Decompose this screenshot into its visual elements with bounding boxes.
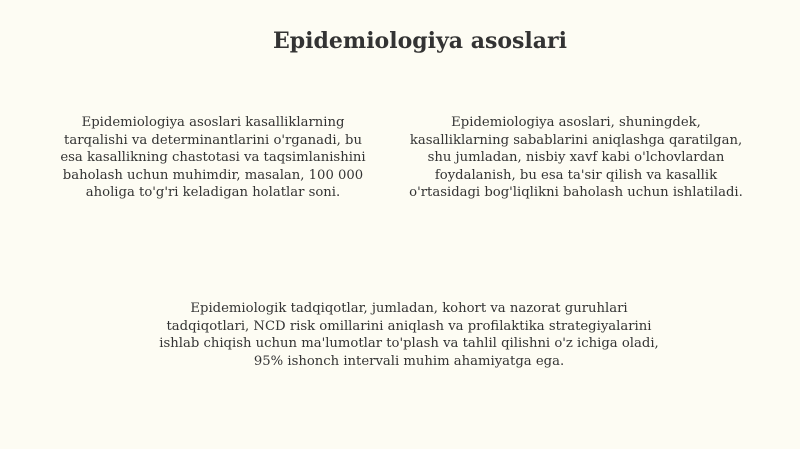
paragraph-left: Epidemiologiya asoslari kasalliklarning tarqalishi va determinantlarini o'rganadi, bu esa kasallikning chastotasi va taqsimlanishini baholash uchun muhimdir, masalan, 100 000 aholiga to'g'ri keladigan holatlar soni. [60,115,366,201]
paragraph-right: Epidemiologiya asoslari, shuningdek, kasalliklarning sabablarini aniqlashga qaratilgan, shu jumladan, nisbiy xavf kabi o'lchovlardan foydalanish, bu esa ta'sir qilish va kasallik o'rtasidagi bog'liqlikni baholash uchun ishlatiladi. [409,115,743,201]
slide-title: Epidemiologiya asoslari [273,28,567,54]
paragraph-bottom: Epidemiologik tadqiqotlar, jumladan, kohort va nazorat guruhlari tadqiqotlari, NCD risk omillarini aniqlash va profilaktika strategiyalarini ishlab chiqish uchun ma'lumotlar to'plash va tahlil qilishni o'z ichiga oladi, 95% ishonch intervali muhim ahamiyatga ega. [159,301,659,369]
